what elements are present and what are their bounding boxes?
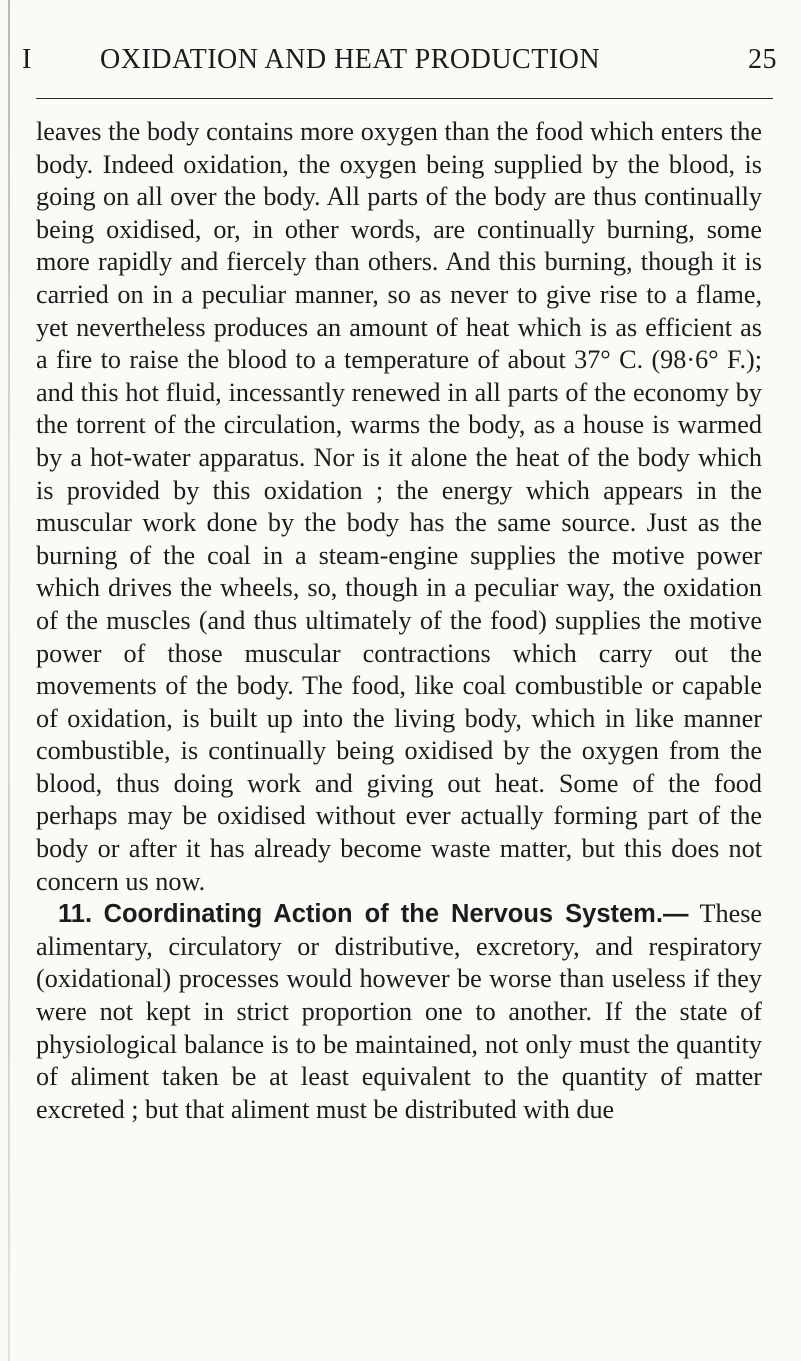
page-number: 25 [748,44,777,75]
section-paragraph [36,898,762,1126]
section-heading: Coordinating Action of the Nervous System.— [103,900,689,929]
body-text [36,116,762,1126]
section-text: These alimentary, circulatory or distributive, excretory, and respiratory (oxidational) processes would however be worse than useless if they were not kept in strict proportion one to another. If the state of physiological balance is to be maintained, not only must the quantity of aliment taken be at least equivalent to the quantity of matter excreted ; but that aliment must be distributed with due [36,899,763,1124]
running-header [22,44,777,84]
binding-edge [8,0,10,1361]
running-title: OXIDATION AND HEAT PRODUCTION [100,44,601,75]
paragraph-continued: leaves the body contains more oxygen than the food which enters the body. Indeed oxidation, the oxygen being supplied by the blood, is going on all over the body. All parts of the body are thus continually being oxidised, or, in other words, are continually burning, some more rapidly and fiercely than others. And this burning, though it is carried on in a peculiar manner, so as never to give rise to a flame, yet nevertheless produces an amount of heat which is as efficient as a fire to raise the blood to a temperature of about 37° C. (98·6° F.); and this hot fluid, incessantly renewed in all parts of the economy by the torrent of the circulation, warms the body, as a house is warmed by a hot-water apparatus. Nor is it alone the heat of the body which is provided by this oxidation ; the energy which appears in the muscular work done by the body has the same source. Just as the burning of the coal in a steam-engine supplies the motive power which drives the wheels, so, though in a peculiar way, the oxidation of the muscles (and thus ultimately of the food) supplies the motive power of those muscular contractions which carry out the movements of the body. The food, like coal combustible or capable of oxidation, is built up into the living body, which in like manner combustible, is continually being oxidised by the oxygen from the blood, thus doing work and giving out heat. Some of the food perhaps may be oxidised without ever actually forming part of the body or after it has already become waste matter, but this does not concern us now. [36,117,762,896]
section-number: 11. [58,900,93,929]
header-rule [36,98,773,99]
chapter-number: I [22,44,32,75]
